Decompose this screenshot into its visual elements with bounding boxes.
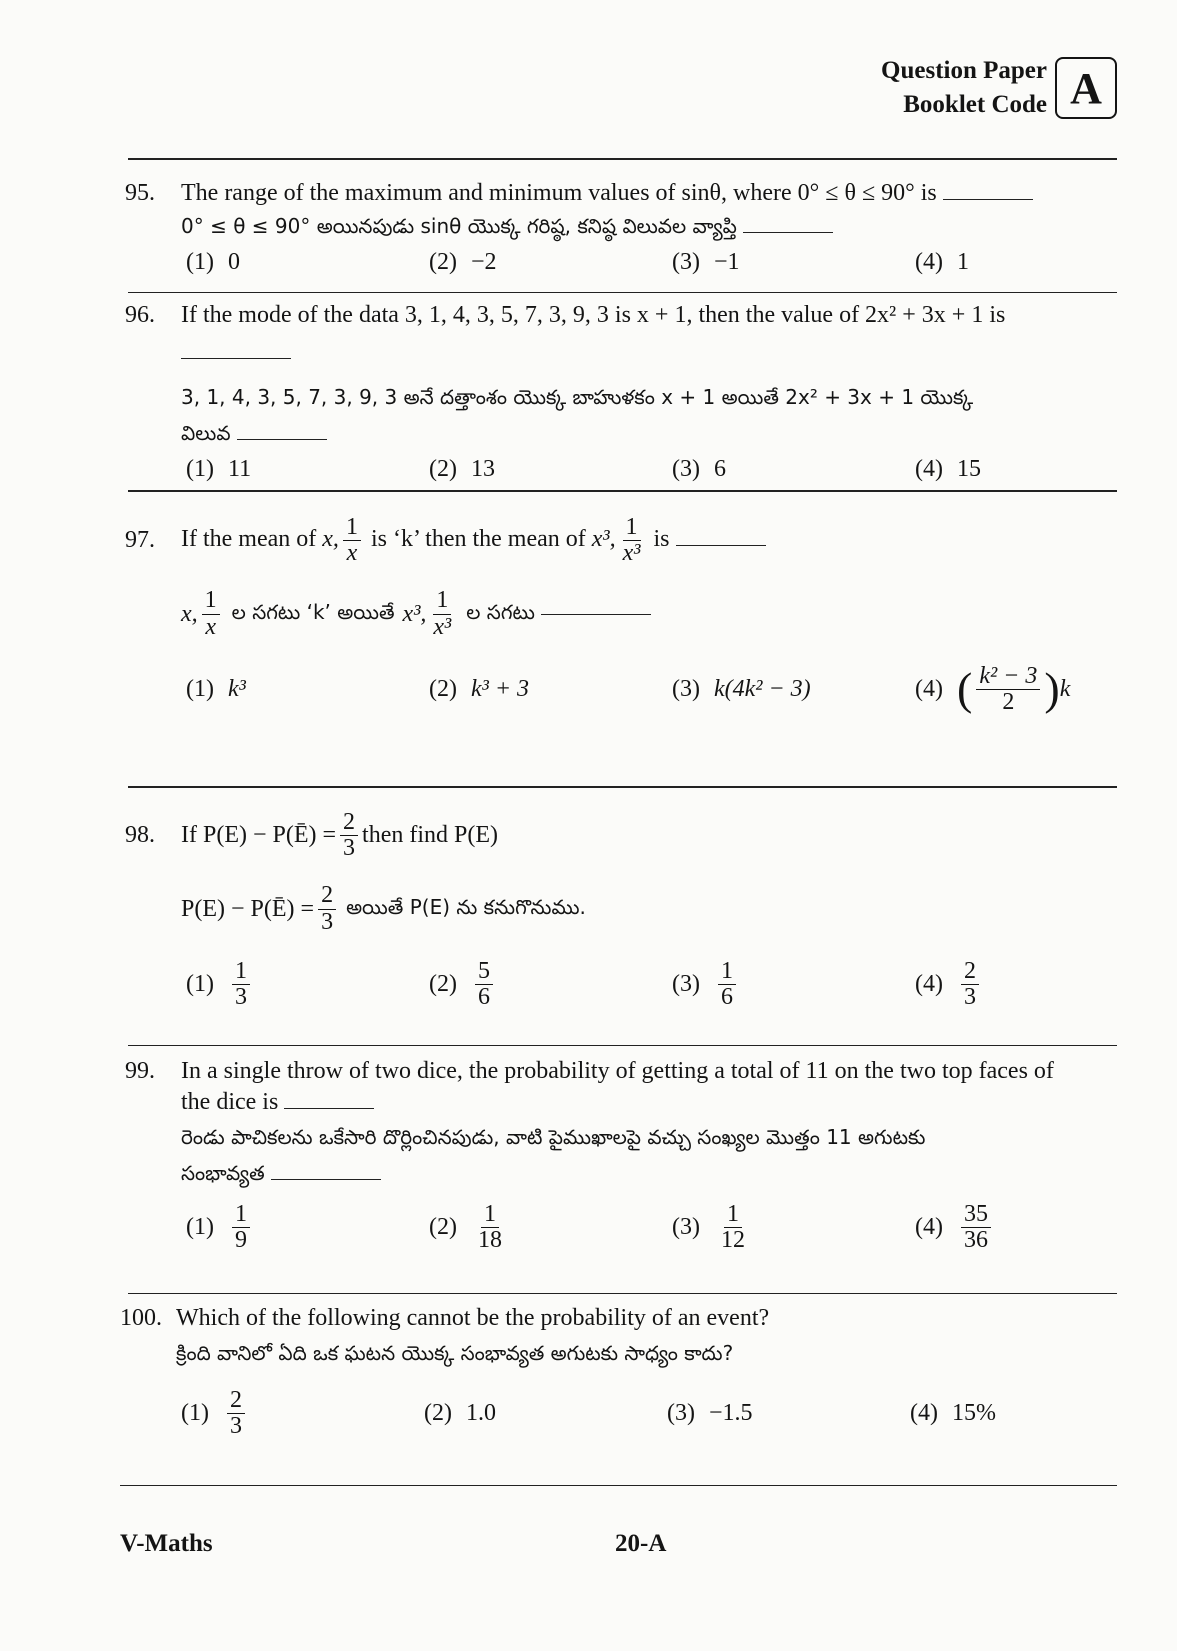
divider xyxy=(128,1293,1117,1294)
question-text-en: If the mean of xyxy=(181,526,317,553)
answer-blank xyxy=(743,231,833,233)
option-number: (1) xyxy=(181,1400,209,1427)
option-3[interactable] xyxy=(672,676,915,703)
fraction-2-3 xyxy=(318,883,336,934)
question-text-te: ల సగటు ‘k’ అయితే xyxy=(231,599,395,624)
options xyxy=(186,959,1177,1010)
divider xyxy=(128,158,1117,160)
option-4[interactable] xyxy=(915,1202,1158,1253)
denominator: 9 xyxy=(234,1227,247,1254)
numerator: 1 xyxy=(481,1202,499,1228)
options xyxy=(186,456,1177,483)
option-fraction xyxy=(227,1388,245,1439)
divider xyxy=(128,490,1117,492)
header-text xyxy=(881,54,1047,122)
option-value: 11 xyxy=(227,456,252,482)
option-value: 15 xyxy=(956,456,981,482)
option-number: (2) xyxy=(429,456,457,482)
question-text-en: Which of the following cannot be the probability of an event? xyxy=(176,1305,770,1331)
question-97 xyxy=(125,515,1117,715)
option-number: (4) xyxy=(915,675,943,702)
question-number: 96. xyxy=(125,302,155,328)
option-number: (2) xyxy=(429,249,457,275)
option-4[interactable] xyxy=(915,959,1158,1010)
question-number: 97. xyxy=(125,527,155,554)
option-3[interactable] xyxy=(672,959,915,1010)
option-number: (2) xyxy=(429,675,457,702)
denominator: 3 xyxy=(343,835,356,862)
option-4[interactable] xyxy=(915,249,1158,276)
numerator: 1 xyxy=(718,959,736,985)
options xyxy=(186,1202,1177,1253)
fraction-1-over-x3 xyxy=(620,515,644,566)
option-1[interactable] xyxy=(181,1388,424,1439)
option-1[interactable] xyxy=(186,1202,429,1253)
denominator: 6 xyxy=(720,983,733,1010)
option-value: −1 xyxy=(713,249,740,275)
question-96 xyxy=(125,302,1117,483)
footer-page-number: 20-A xyxy=(615,1530,667,1557)
header-line2: Booklet Code xyxy=(903,91,1047,118)
option-1[interactable] xyxy=(186,959,429,1010)
denominator: 18 xyxy=(477,1227,502,1254)
option-value: 6 xyxy=(713,456,726,482)
option-number: (2) xyxy=(429,970,457,997)
divider xyxy=(128,786,1117,788)
fraction-1-over-x xyxy=(202,588,220,639)
question-expression: P(E) − P(Ē) = xyxy=(181,895,315,922)
answer-blank xyxy=(284,1107,374,1109)
question-text-te-2: ల సగటు xyxy=(466,599,535,624)
option-number: (4) xyxy=(910,1400,938,1427)
option-number: (2) xyxy=(424,1400,452,1427)
question-text-en: If the mode of the data 3, 1, 4, 3, 5, 7, 3, 9, 3 is x + 1, then the value of 2x² + 3x + 1 is xyxy=(181,302,1006,328)
question-99 xyxy=(125,1058,1117,1253)
denominator: 3 xyxy=(229,1413,242,1440)
option-number: (1) xyxy=(186,249,214,275)
paren-right: ) xyxy=(1044,663,1060,715)
option-number: (3) xyxy=(672,1214,700,1241)
numerator: 5 xyxy=(475,959,493,985)
option-fraction xyxy=(232,1202,250,1253)
option-4[interactable] xyxy=(915,664,1158,715)
option-fraction xyxy=(961,959,979,1010)
numerator: 2 xyxy=(227,1388,245,1414)
numerator: 2 xyxy=(340,810,358,836)
option-fraction xyxy=(475,959,493,1010)
question-95 xyxy=(125,180,1117,276)
option-number: (4) xyxy=(915,456,943,482)
option-2[interactable] xyxy=(429,456,672,483)
option-1[interactable] xyxy=(186,456,429,483)
numerator: 1 xyxy=(202,588,220,614)
denominator: 36 xyxy=(963,1227,988,1254)
options xyxy=(186,664,1177,715)
question-text-en: The range of the maximum and minimum values of sinθ, where 0° ≤ θ ≤ 90° is xyxy=(181,180,937,206)
question-100 xyxy=(120,1305,1117,1439)
denominator: 3 xyxy=(963,983,976,1010)
option-value: −1.5 xyxy=(708,1400,753,1427)
numerator: k² − 3 xyxy=(976,664,1040,690)
answer-blank xyxy=(541,613,651,615)
option-value: 1 xyxy=(956,249,969,275)
option-2[interactable] xyxy=(429,959,672,1010)
numerator: 1 xyxy=(623,515,641,541)
booklet-code-box: A xyxy=(1055,57,1117,119)
option-1[interactable] xyxy=(186,249,429,276)
question-text-te: క్రింది వానిలో ఏది ఒక ఘటన యొక్క సంభావ్యత అగుటకు సాధ్యం కాదు? xyxy=(176,1341,734,1365)
numerator: 2 xyxy=(318,883,336,909)
option-4[interactable] xyxy=(915,456,1158,483)
denominator: 3 xyxy=(234,983,247,1010)
option-number: (3) xyxy=(672,456,700,482)
option-number: (2) xyxy=(429,1214,457,1241)
option-value: 0 xyxy=(227,249,240,275)
option-1[interactable] xyxy=(186,676,429,703)
fraction-1-over-x xyxy=(343,515,361,566)
option-number: (1) xyxy=(186,1214,214,1241)
question-text-en-2: the dice is xyxy=(181,1089,279,1115)
numerator: 1 xyxy=(724,1202,742,1228)
option-number: (4) xyxy=(915,970,943,997)
denominator: x xyxy=(346,540,358,567)
option-fraction xyxy=(475,1202,505,1253)
numerator: 1 xyxy=(232,959,250,985)
option-2[interactable] xyxy=(429,1202,672,1253)
option-fraction xyxy=(961,1202,991,1253)
option-fraction xyxy=(718,1202,748,1253)
denominator: x³ xyxy=(433,613,452,640)
question-text-te-2: సంభావ్యత xyxy=(181,1161,265,1185)
question-text-en: In a single throw of two dice, the probability of getting a total of 11 on the two top faces of xyxy=(181,1058,1054,1084)
math-x: x, xyxy=(322,526,339,553)
numerator: 1 xyxy=(433,588,451,614)
numerator: 1 xyxy=(343,515,361,541)
option-number: (3) xyxy=(672,970,700,997)
option-fraction xyxy=(976,664,1040,715)
divider xyxy=(128,1045,1117,1046)
booklet-code-header xyxy=(881,54,1117,122)
denominator: 12 xyxy=(720,1227,745,1254)
option-number: (3) xyxy=(672,249,700,275)
question-text-te: అయితే P(E) ను కనుగొనుము. xyxy=(346,894,586,919)
options xyxy=(181,1388,1177,1439)
option-number: (3) xyxy=(667,1400,695,1427)
option-fraction xyxy=(232,959,250,1010)
option-4[interactable] xyxy=(910,1388,1153,1439)
option-value: k³ + 3 xyxy=(470,675,530,702)
answer-blank xyxy=(237,438,327,440)
fraction-2-3 xyxy=(340,810,358,861)
option-value: k(4k² − 3) xyxy=(713,675,811,702)
question-text-en-2: then find P(E) xyxy=(362,822,499,849)
question-text-en: If P(E) − P(Ē) = xyxy=(181,822,337,849)
option-value: 15% xyxy=(951,1400,996,1427)
option-number: (1) xyxy=(186,970,214,997)
option-3[interactable] xyxy=(672,456,915,483)
numerator: 35 xyxy=(961,1202,991,1228)
divider xyxy=(120,1485,1117,1486)
option-2[interactable] xyxy=(424,1388,667,1439)
option-value: 1.0 xyxy=(465,1400,496,1427)
footer-subject: V-Maths xyxy=(120,1530,213,1557)
numerator: 1 xyxy=(232,1202,250,1228)
math-x3: x³, xyxy=(591,526,616,553)
denominator: x³ xyxy=(622,540,641,567)
option-value: k³ xyxy=(227,675,246,702)
option-value: 13 xyxy=(470,456,495,482)
answer-blank xyxy=(181,357,291,359)
answer-blank xyxy=(676,544,766,546)
question-98 xyxy=(125,810,1117,1010)
paren-left: ( xyxy=(956,663,973,715)
question-number: 99. xyxy=(125,1058,155,1084)
question-text-te-2: విలువ xyxy=(181,421,231,445)
option-number: (4) xyxy=(915,1214,943,1241)
question-number: 98. xyxy=(125,822,155,849)
option-3[interactable] xyxy=(672,249,915,276)
option-2[interactable] xyxy=(429,249,672,276)
option-2[interactable] xyxy=(429,676,672,703)
option-value: −2 xyxy=(470,249,497,275)
question-text-te: 0° ≤ θ ≤ 90° అయినపుడు sinθ యొక్క గరిష్ఠ, కనిష్ఠ విలువల వ్యాప్తి xyxy=(181,214,737,238)
fraction-1-over-x3 xyxy=(430,588,454,639)
denominator: 3 xyxy=(321,908,334,935)
question-text-te: 3, 1, 4, 3, 5, 7, 3, 9, 3 అనే దత్తాంశం యొక్క బాహుళకం x + 1 అయితే 2x² + 3x + 1 యొక్క xyxy=(181,385,974,409)
denominator: 6 xyxy=(477,983,490,1010)
math-x: x, xyxy=(181,600,198,627)
options xyxy=(186,249,1177,276)
option-number: (1) xyxy=(186,456,214,482)
numerator: 2 xyxy=(961,959,979,985)
question-number: 95. xyxy=(125,180,155,206)
header-line1: Question Paper xyxy=(881,57,1047,84)
option-number: (3) xyxy=(672,675,700,702)
option-3[interactable] xyxy=(672,1202,915,1253)
question-text-en-3: is xyxy=(653,526,670,553)
question-text-te: రెండు పాచికలను ఒకేసారి దొర్లించినపుడు, వాటి పైముఖాలపై వచ్చు సంఖ్యల మొత్తం 11 అగుటకు xyxy=(181,1125,926,1149)
option-number: (1) xyxy=(186,675,214,702)
option-3[interactable] xyxy=(667,1388,910,1439)
answer-blank xyxy=(271,1178,381,1180)
divider xyxy=(128,292,1117,293)
question-text-en-2: is ‘k’ then the mean of xyxy=(370,526,586,553)
math-x3: x³, xyxy=(402,600,427,627)
answer-blank xyxy=(943,198,1033,200)
option-number: (4) xyxy=(915,249,943,275)
option-fraction xyxy=(718,959,736,1010)
denominator: 2 xyxy=(1002,688,1015,715)
question-number: 100. xyxy=(120,1305,162,1331)
option-tail: k xyxy=(1059,675,1071,702)
denominator: x xyxy=(205,613,216,640)
